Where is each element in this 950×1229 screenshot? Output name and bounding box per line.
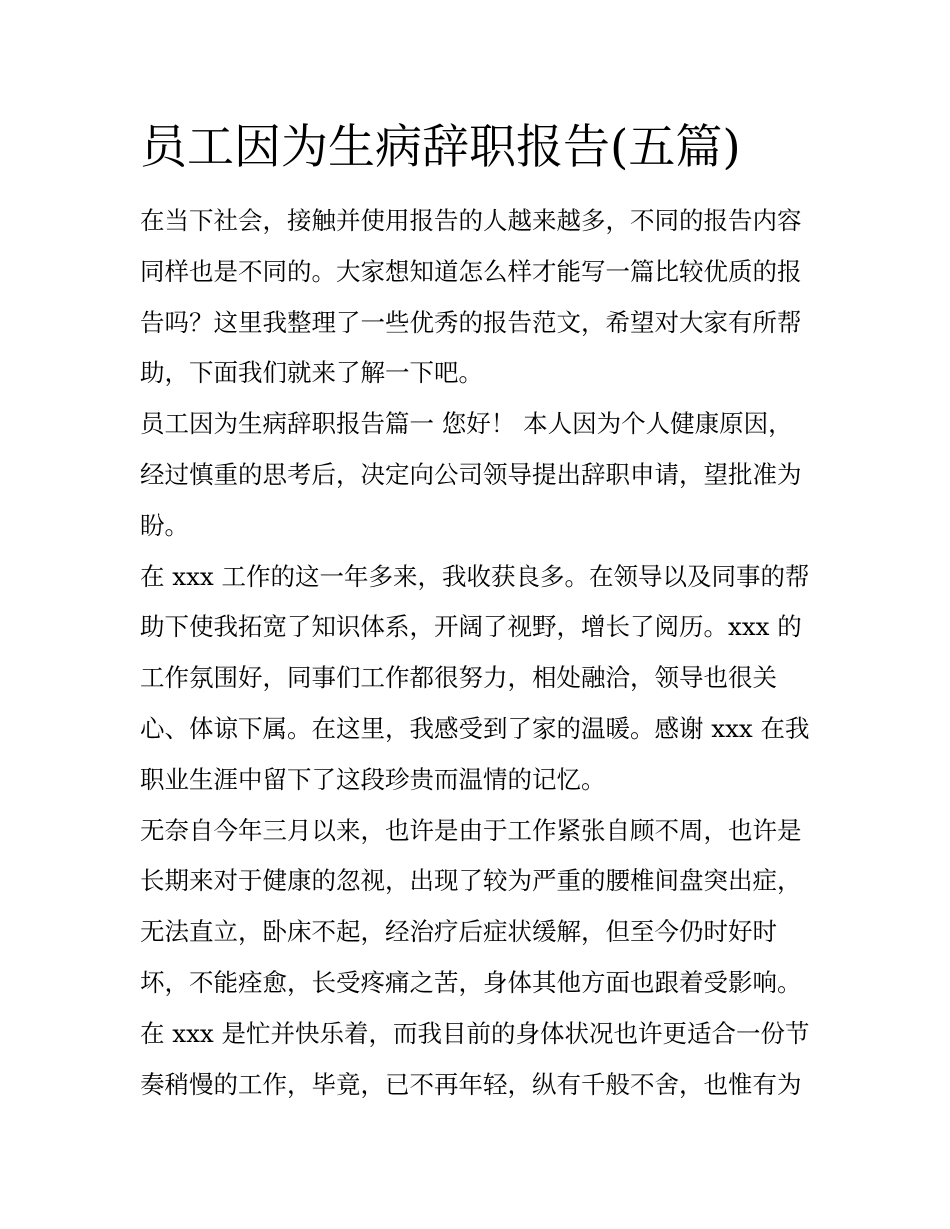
text-line: 告吗？这里我整理了一些优秀的报告范文，希望对大家有所帮: [140, 307, 802, 337]
text-line: 心、体谅下属。在这里，我感受到了家的温暖。感谢 xxx 在我: [140, 713, 810, 743]
text-line: 职业生涯中留下了这段珍贵而温情的记忆。: [140, 764, 606, 794]
text-line: 助下使我拓宽了知识体系，开阔了视野，增长了阅历。xxx 的: [140, 612, 802, 642]
text-line: 盼。: [140, 510, 189, 540]
text-line: 长期来对于健康的忽视，出现了较为严重的腰椎间盘突出症，: [140, 866, 802, 896]
text-line: 在 xxx 工作的这一年多来，我收获良多。在领导以及同事的帮: [140, 561, 810, 591]
text-line: 在 xxx 是忙并快乐着，而我目前的身体状况也许更适合一份节: [140, 1018, 810, 1048]
text-line: 无法直立，卧床不起，经治疗后症状缓解，但至今仍时好时: [140, 917, 777, 947]
text-line: 坏，不能痊愈，长受疼痛之苦，身体其他方面也跟着受影响。: [140, 967, 802, 997]
text-line: 同样也是不同的。大家想知道怎么样才能写一篇比较优质的报: [140, 256, 802, 286]
text-line: 经过慎重的思考后，决定向公司领导提出辞职申请，望批准为: [140, 459, 802, 489]
document-title: 员工因为生病辞职报告(五篇): [140, 120, 741, 175]
text-line: 员工因为生病辞职报告篇一 您好！ 本人因为个人健康原因，: [140, 409, 793, 439]
text-line: 工作氛围好，同事们工作都很努力，相处融洽，领导也很关: [140, 663, 777, 693]
document-body: [140, 196, 820, 1110]
text-line: 助，下面我们就来了解一下吧。: [140, 358, 483, 388]
text-line: 奏稍慢的工作，毕竟，已不再年轻，纵有千般不舍，也惟有为: [140, 1069, 802, 1099]
text-line: 在当下社会，接触并使用报告的人越来越多，不同的报告内容: [140, 206, 802, 235]
text-line: 无奈自今年三月以来，也许是由于工作紧张自顾不周，也许是: [140, 815, 802, 845]
